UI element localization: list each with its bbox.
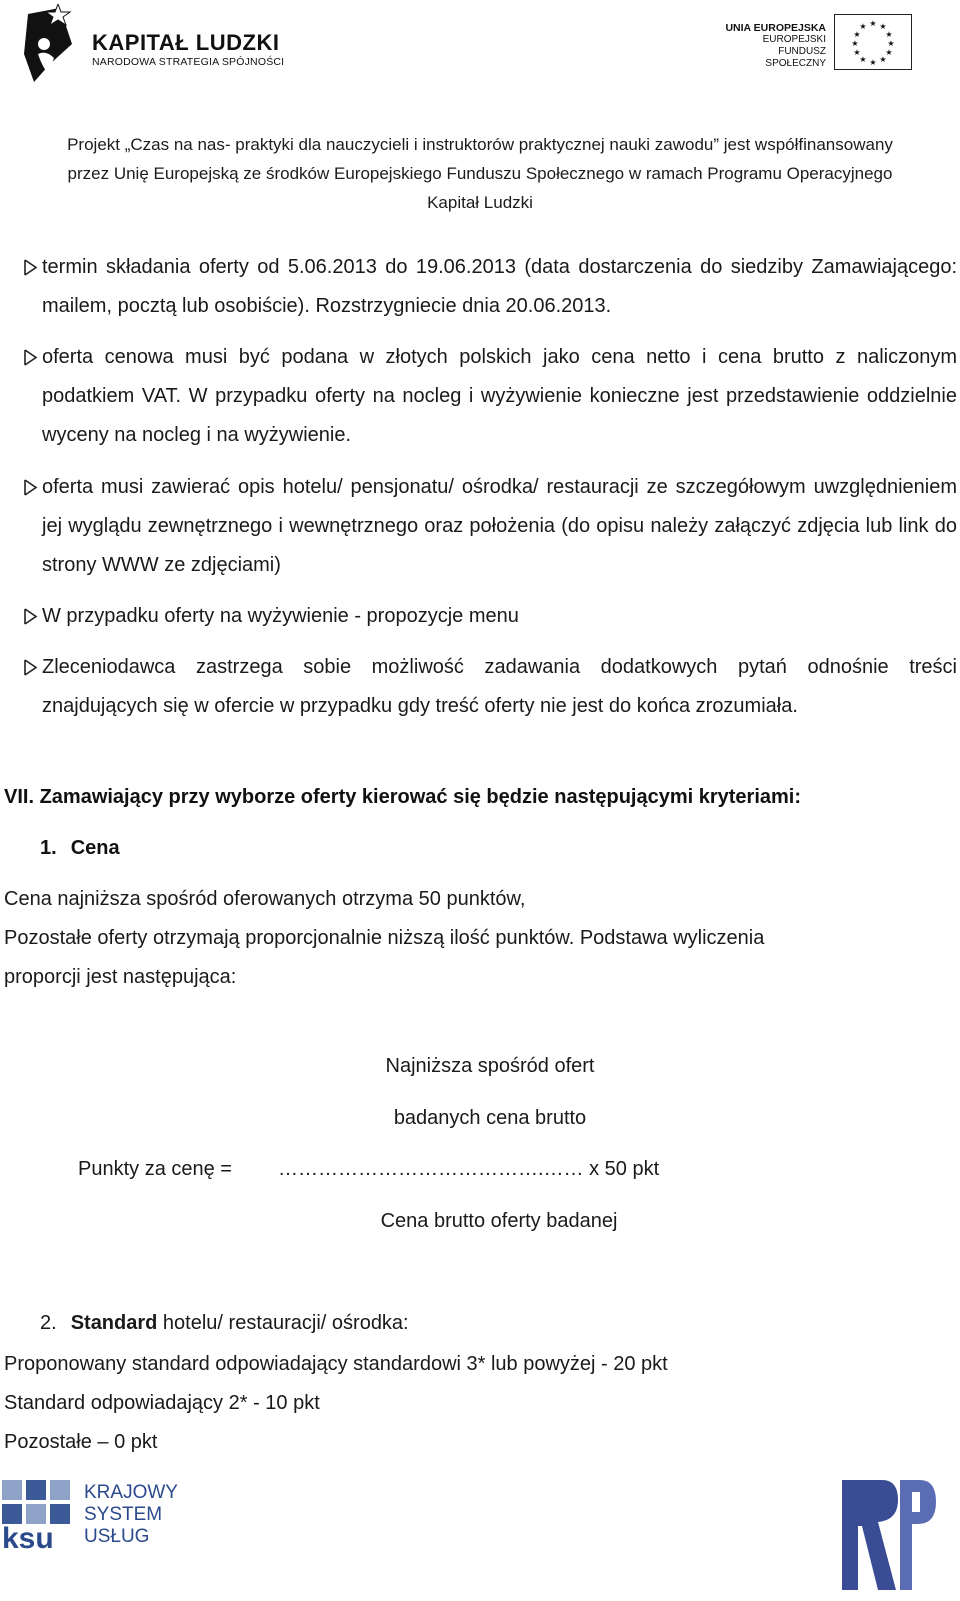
arrow-bullet-icon	[22, 468, 42, 507]
criterion-2-line-2: Standard odpowiadający 2* - 10 pkt	[4, 1392, 320, 1414]
ksu-word-3: USŁUG	[84, 1526, 150, 1547]
eu-line-3: FUNDUSZ SPOŁECZNY	[765, 46, 826, 69]
criterion-1-line-2: Pozostałe oferty otrzymają proporcjonalnie niższą ilość punktów. Podstawa wyliczenia	[4, 927, 765, 949]
formula-denominator: Cena brutto oferty badanej	[380, 1210, 618, 1232]
formula-numerator-2: badanych cena brutto	[393, 1107, 587, 1129]
svg-text:★: ★	[885, 48, 893, 57]
project-line-3: Kapitał Ludzki	[427, 193, 533, 212]
criterion-1-number: 1.	[40, 837, 57, 859]
eu-line-1: UNIA EUROPEJSKA	[725, 22, 826, 34]
ksu-word-2: SYSTEM	[84, 1504, 163, 1525]
bullet-item	[22, 248, 957, 326]
bullet-text: oferta cenowa musi być podana w złotych polskich jako cena netto i cena brutto z naliczonym podatkiem VAT. W przypadku oferty na nocleg i wyżywienie konieczne jest przedstawienie oddzielnie wyceny na nocleg i na wyżywienie.	[42, 346, 957, 446]
svg-text:★: ★	[869, 58, 877, 67]
svg-text:★: ★	[885, 30, 893, 39]
project-line-1: Projekt „Czas na nas- praktyki dla nauczycieli i instruktorów praktycznej nauki zawodu” jest współfinansowany	[67, 135, 893, 154]
eu-logo-text	[720, 22, 826, 70]
formula-numerator-1: Najniższa spośród ofert	[385, 1055, 595, 1077]
svg-text:★: ★	[859, 22, 867, 31]
ksu-abbr: ksu	[2, 1522, 54, 1555]
bullet-item	[22, 597, 957, 636]
eu-logo	[720, 12, 910, 72]
svg-text:★: ★	[853, 30, 861, 39]
eu-line-2: EUROPEJSKI	[762, 34, 826, 45]
criterion-1-title: Cena	[70, 837, 120, 859]
arrow-bullet-icon	[22, 338, 42, 377]
ksu-logo-graphic	[2, 1476, 202, 1596]
svg-text:★: ★	[887, 39, 895, 48]
bullet-text: termin składania oferty od 5.06.2013 do 19.06.2013 (data dostarczenia do siedziby Zamawiającego: mailem, pocztą lub osobiście). Rozstrzygniecie dnia 20.06.2013.	[42, 256, 957, 317]
svg-text:★: ★	[851, 39, 859, 48]
ksu-word-1: KRAJOWY	[84, 1482, 178, 1503]
kapital-ludzki-subtitle: NARODOWA STRATEGIA SPÓJNOŚCI	[92, 56, 285, 68]
criterion-1-line-3: proporcji jest następująca:	[4, 966, 237, 988]
arrow-bullet-icon	[22, 597, 42, 636]
arrow-bullet-icon	[22, 248, 42, 287]
criterion-2-number: 2.	[40, 1312, 57, 1334]
bullet-text: Zleceniodawca zastrzega sobie możliwość zadawania dodatkowych pytań odnośnie treści znajdujących się w ofercie w przypadku gdy treść oferty nie jest do końca zrozumiała.	[42, 656, 957, 717]
project-statement	[0, 130, 960, 217]
rp-logo	[838, 1470, 938, 1596]
svg-text:★: ★	[869, 19, 877, 28]
eu-flag-icon	[834, 14, 912, 70]
formula-label: Punkty za cenę =	[78, 1158, 232, 1180]
bullet-text: W przypadku oferty na wyżywienie - propozycje menu	[42, 605, 519, 627]
kapital-ludzki-emblem-icon	[20, 4, 78, 86]
bullet-text: oferta musi zawierać opis hotelu/ pensjonatu/ ośrodka/ restauracji ze szczegółowym uwzględnieniem jej wyglądu zewnętrznego i wewnętrznego oraz położenia (do opisu należy załączyć zdjęcia lub link do strony WWW ze zdjęciami)	[42, 476, 957, 576]
section-title: VII. Zamawiający przy wyborze oferty kierować się będzie następującymi kryteriami:	[4, 786, 802, 808]
svg-text:★: ★	[853, 48, 861, 57]
bullet-item	[22, 468, 957, 585]
kapital-ludzki-name: KAPITAŁ LUDZKI	[92, 30, 280, 55]
bullet-item	[22, 338, 957, 455]
bullet-item	[22, 648, 957, 726]
criterion-1-line-1: Cena najniższa spośród oferowanych otrzyma 50 punktów,	[4, 888, 526, 910]
rp-logo-icon	[838, 1470, 938, 1596]
criterion-2-rest: hotelu/ restauracji/ ośrodka:	[157, 1312, 409, 1334]
ksu-logo	[2, 1476, 202, 1596]
kapital-ludzki-logo	[20, 4, 320, 86]
formula-fraction-line: ………………………………….…… x 50 pkt	[278, 1158, 660, 1180]
criterion-2-line-1: Proponowany standard odpowiadający standardowi 3* lub powyżej - 20 pkt	[4, 1353, 668, 1375]
project-line-2: przez Unię Europejską ze środków Europejskiego Funduszu Społecznego w ramach Programu Operacyjnego	[67, 164, 893, 183]
criterion-2-heading	[40, 1312, 409, 1335]
criterion-2-line-3: Pozostałe – 0 pkt	[4, 1431, 158, 1453]
criterion-1-heading	[40, 837, 120, 860]
criterion-2-title: Standard	[70, 1312, 158, 1334]
arrow-bullet-icon	[22, 648, 42, 687]
svg-text:★: ★	[859, 55, 867, 64]
svg-text:★: ★	[879, 55, 887, 64]
svg-text:★: ★	[879, 22, 887, 31]
